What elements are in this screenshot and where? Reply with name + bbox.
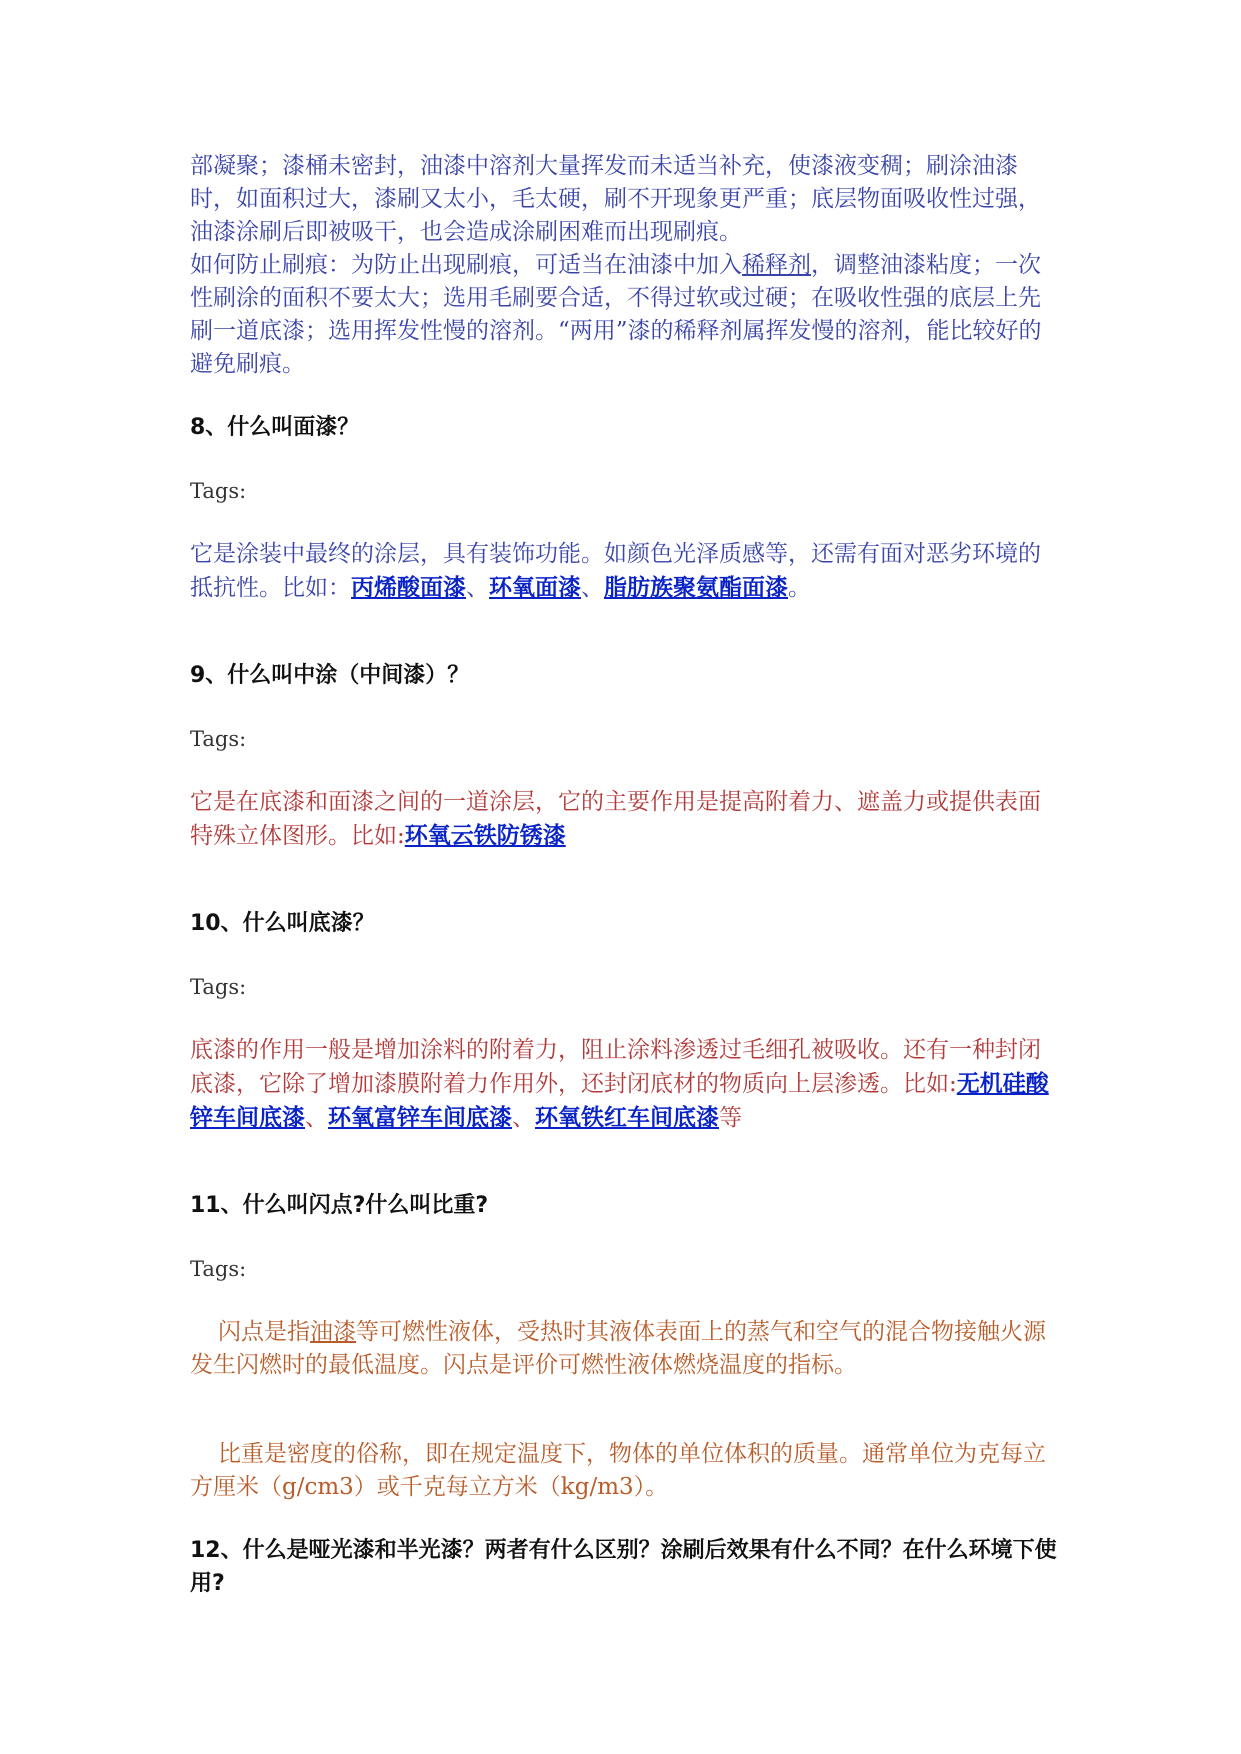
q11-tags-label: Tags: bbox=[190, 1257, 247, 1281]
q8-tags-label: Tags: bbox=[190, 479, 247, 503]
q9-answer bbox=[190, 786, 1060, 853]
q8-answer bbox=[190, 538, 1060, 605]
q10-title: 10、什么叫底漆？ bbox=[190, 911, 375, 936]
diluent-link[interactable]: 稀释剂 bbox=[742, 252, 811, 278]
acrylic-topcoat-link[interactable]: 丙烯酸面漆 bbox=[351, 574, 466, 601]
intro-paragraph-2 bbox=[190, 249, 1060, 381]
q11-flash-point-paragraph bbox=[190, 1316, 1060, 1382]
q10-tags-label: Tags: bbox=[190, 975, 247, 999]
q9-title: 9、什么叫中涂（中间漆）？ bbox=[190, 663, 470, 688]
q8-sep1: 、 bbox=[466, 575, 489, 601]
q10-sep1: 、 bbox=[305, 1105, 328, 1131]
intro-p2-after: ，调整油漆粘度；一次性刷涂的面积不要太大；选用毛刷要合适，不得过软或过硬；在吸收性强的底层上先刷一道底漆；选用挥发性慢的溶剂。“两用”漆的稀释剂属挥发慢的溶剂，能比较好的避免刷痕。 bbox=[190, 252, 1042, 377]
q9-tags-label: Tags: bbox=[190, 727, 247, 751]
q8-text: 它是涂装中最终的涂层，具有装饰功能。如颜色光泽质感等，还需有面对恶劣环境的抵抗性。比如： bbox=[190, 541, 1041, 601]
paint-link[interactable]: 油漆 bbox=[310, 1319, 356, 1345]
aliphatic-polyurethane-topcoat-link[interactable]: 脂肪族聚氨酯面漆 bbox=[604, 574, 788, 601]
q8-title: 8、什么叫面漆？ bbox=[190, 415, 360, 440]
q10-text: 底漆的作用一般是增加涂料的附着力，阻止涂料渗透过毛细孔被吸收。还有一种封闭底漆，它除了增加漆膜附着力作用外，还封闭底材的物质向上层渗透。比如: bbox=[190, 1037, 1041, 1097]
document-page bbox=[190, 150, 1060, 1600]
q8-end: 。 bbox=[788, 575, 811, 601]
epoxy-iron-red-primer-link[interactable]: 环氧铁红车间底漆 bbox=[535, 1104, 719, 1131]
q12-title: 12、什么是哑光漆和半光漆？两者有什么区别？涂刷后效果有什么不同？在什么环境下使用? bbox=[190, 1538, 1057, 1596]
q11-p1-after: 等可燃性液体，受热时其液体表面上的蒸气和空气的混合物接触火源发生闪燃时的最低温度。闪点是评价可燃性液体燃烧温度的指标。 bbox=[190, 1319, 1046, 1378]
q11-title: 11、什么叫闪点?什么叫比重? bbox=[190, 1193, 489, 1218]
intro-p2-before: 如何防止刷痕：为防止出现刷痕，可适当在油漆中加入 bbox=[190, 252, 742, 278]
q10-answer bbox=[190, 1034, 1060, 1135]
q11-p1-before: 闪点是指 bbox=[218, 1319, 310, 1345]
q11-specific-gravity-paragraph: 比重是密度的俗称，即在规定温度下，物体的单位体积的质量。通常单位为克每立方厘米（g/cm3）或千克每立方米（kg/m3）。 bbox=[190, 1441, 1046, 1500]
intro-paragraph-1: 部凝聚；漆桶未密封，油漆中溶剂大量挥发而未适当补充，使漆液变稠；刷涂油漆时，如面积过大，漆刷又太小，毛太硬，刷不开现象更严重；底层物面吸收性过强，油漆涂刷后即被吸干，也会造成涂刷困难而出现刷痕。 bbox=[190, 153, 1041, 245]
q8-sep2: 、 bbox=[581, 575, 604, 601]
epoxy-topcoat-link[interactable]: 环氧面漆 bbox=[489, 574, 581, 601]
inorganic-zinc-silicate-primer-link[interactable]: 无机硅酸锌车间底漆 bbox=[190, 1070, 1049, 1131]
epoxy-zinc-rich-primer-link[interactable]: 环氧富锌车间底漆 bbox=[328, 1104, 512, 1131]
q9-text: 它是在底漆和面漆之间的一道涂层，它的主要作用是提高附着力、遮盖力或提供表面特殊立体图形。比如: bbox=[190, 789, 1041, 849]
q10-end: 等 bbox=[719, 1105, 742, 1131]
q10-sep2: 、 bbox=[512, 1105, 535, 1131]
epoxy-mio-antirust-link[interactable]: 环氧云铁防锈漆 bbox=[404, 822, 566, 849]
